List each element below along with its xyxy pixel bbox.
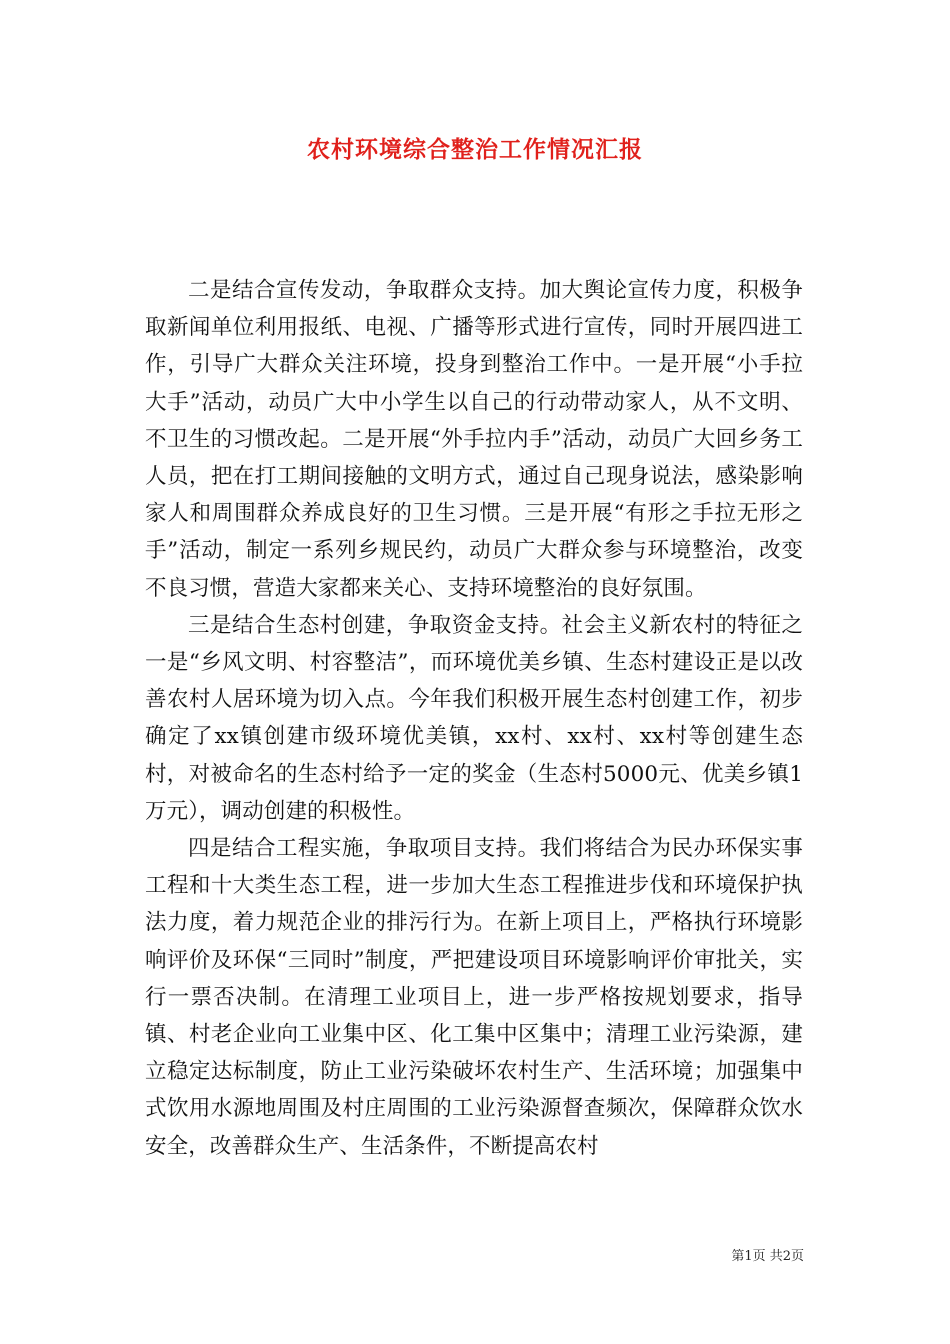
paragraph-eco-village: 三是结合生态村创建，争取资金支持。社会主义新农村的特征之一是“乡风文明、村容整洁”，而环境优美乡镇、生态村建设正是以改善农村人居环境为切入点。今年我们积极开展生态村创建工作，初步确定了xx镇创建市级环境优美镇，xx村、xx村、xx村等创建生态村，对被命名的生态村给予一定的奖金（生态村5000元、优美乡镇1万元），调动创建的积极性。: [145, 612, 803, 824]
document-title: 农村环境综合整治工作情况汇报: [307, 136, 643, 163]
paragraph-publicity: 二是结合宣传发动，争取群众支持。加大舆论宣传力度，积极争取新闻单位利用报纸、电视、广播等形式进行宣传，同时开展四进工作，引导广大群众关注环境，投身到整治工作中。一是开展“小手拉大手”活动，动员广大中小学生以自己的行动带动家人，从不文明、不卫生的习惯改起。二是开展“外手拉内手”活动，动员广大回乡务工人员，把在打工期间接触的文明方式，通过自己现身说法，感染影响家人和周围群众养成良好的卫生习惯。三是开展“有形之手拉无形之手”活动，制定一系列乡规民约，动员广大群众参与环境整治，改变不良习惯，营造大家都来关心、支持环境整治的良好氛围。: [145, 278, 803, 601]
page-number: 第1页 共2页: [731, 1249, 804, 1264]
paragraph-project: 四是结合工程实施，争取项目支持。我们将结合为民办环保实事工程和十大类生态工程，进一步加大生态工程推进步伐和环境保护执法力度，着力规范企业的排污行为。在新上项目上，严格执行环境影响评价及环保“三同时”制度，严把建设项目环境影响评价审批关，实行一票否决制。在清理工业项目上，进一步严格按规划要求，指导镇、村老企业向工业集中区、化工集中区集中；清理工业污染源，建立稳定达标制度，防止工业污染破坏农村生产、生活环境；加强集中式饮用水源地周围及村庄周围的工业污染源督查频次，保障群众饮水安全，改善群众生产、生活条件，不断提高农村: [145, 836, 803, 1159]
document-body: [145, 272, 803, 1165]
